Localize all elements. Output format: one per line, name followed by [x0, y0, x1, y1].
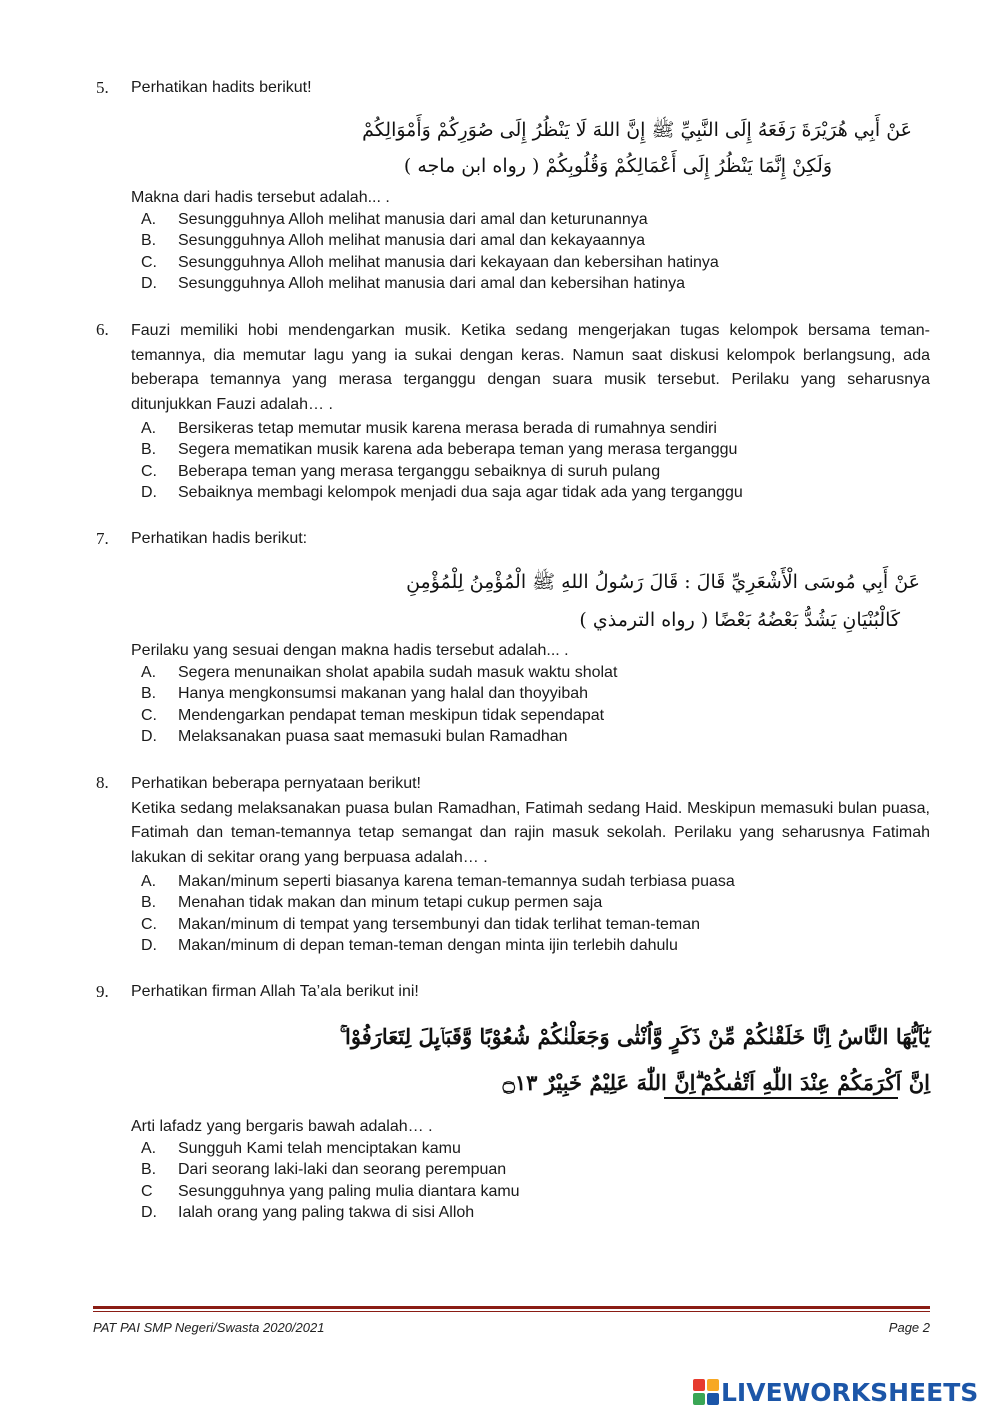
option-c[interactable] [141, 461, 930, 482]
option-b[interactable] [141, 439, 930, 460]
question-text: Makna dari hadis tersebut adalah... . [131, 189, 390, 206]
option-text: Mendengarkan pendapat teman meskipun tidak sependapat [178, 706, 605, 724]
option-letter: C. [141, 915, 157, 933]
option-letter: D. [141, 727, 157, 745]
option-b[interactable] [141, 1159, 930, 1180]
liveworksheets-logo-icon [693, 1379, 719, 1405]
option-text: Segera mematikan musik karena ada beberapa teman yang merasa terganggu [178, 441, 738, 459]
option-letter: A. [141, 664, 157, 681]
option-b[interactable] [141, 683, 930, 704]
option-letter: C [141, 1182, 153, 1200]
arabic-line: يٰٓاَيُّهَا النَّاسُ اِنَّا خَلَقْنٰكُمْ مِّنْ ذَكَرٍ وَّاُنْثٰى وَجَعَلْنٰكُمْ شُعُوْبًا وَّقَبَاۤىِٕلَ لِتَعَارَفُوْا ۚ [339, 1024, 930, 1049]
option-d[interactable] [141, 482, 930, 503]
logo-tile [693, 1379, 705, 1391]
option-a[interactable] [141, 209, 930, 230]
option-a[interactable] [141, 871, 930, 892]
option-letter: C. [141, 253, 157, 271]
option-text: Melaksanakan puasa saat memasuki bulan Ramadhan [178, 727, 568, 745]
option-letter: C. [141, 462, 157, 480]
question-8 [96, 772, 930, 956]
logo-tile [693, 1393, 705, 1405]
logo-tile [707, 1393, 719, 1405]
question-6 [96, 319, 930, 503]
question-9 [96, 981, 930, 1223]
option-d[interactable] [141, 273, 930, 294]
option-letter: A. [141, 420, 157, 437]
question-number: 9. [96, 982, 109, 1001]
arabic-line: كَالْبُنْيَانِ يَشُدُّ بَعْضُهُ بَعْضًا ( رواه الترمذي ) [579, 609, 900, 631]
option-list [141, 418, 930, 503]
question-7 [96, 528, 930, 747]
brand-name: LIVEWORKSHEETS [721, 1377, 979, 1407]
option-d[interactable] [141, 726, 930, 747]
option-text: Menahan tidak makan dan minum tetapi cukup permen saja [178, 894, 603, 912]
hadith-arabic [131, 563, 920, 639]
option-text: Beberapa teman yang merasa terganggu sebaiknya di suruh pulang [178, 462, 661, 480]
option-list [141, 209, 930, 294]
option-a[interactable] [141, 418, 930, 439]
question-text: Perilaku yang sesuai dengan makna hadis tersebut adalah... . [131, 642, 569, 659]
footer-divider-thin [93, 1311, 930, 1312]
option-text: Makan/minum di depan teman-teman dengan minta ijin terlebih dahulu [178, 936, 678, 954]
option-letter: B. [141, 685, 157, 703]
footer-page-number: Page 2 [888, 1320, 930, 1335]
option-b[interactable] [141, 892, 930, 913]
option-list [141, 662, 930, 747]
question-prompt: Perhatikan beberapa pernyataan berikut! [131, 775, 421, 792]
option-letter: D. [141, 483, 157, 501]
option-c[interactable] [141, 705, 930, 726]
option-text: Sesungguhnya Alloh melihat manusia dari kekayaan dan kebersihan hatinya [178, 253, 719, 271]
quran-verse-arabic [131, 1014, 930, 1106]
option-text: Sesungguhnya Alloh melihat manusia dari amal dan kekayaannya [178, 232, 645, 250]
option-c[interactable] [141, 914, 930, 935]
option-letter: D. [141, 274, 157, 292]
option-text: Hanya mengkonsumsi makanan yang halal dan thoyyibah [178, 685, 589, 703]
question-prompt: Perhatikan hadis berikut: [131, 530, 308, 547]
option-text: Sungguh Kami telah menciptakan kamu [178, 1140, 461, 1157]
option-letter: C. [141, 706, 157, 724]
arabic-line-underlined: اِنَّ اَكْرَمَكُمْ عِنْدَ اللّٰهِ اَتْقٰىكُمْ ۗاِنَّ اللّٰهَ عَلِيْمٌ خَبِيْرٌ ۝١٣ [502, 1070, 930, 1095]
option-list [141, 1138, 930, 1223]
option-b[interactable] [141, 230, 930, 251]
option-letter: A. [141, 873, 157, 890]
option-c[interactable] [141, 1181, 930, 1202]
option-text: Sesungguhnya Alloh melihat manusia dari amal dan kebersihan hatinya [178, 274, 685, 292]
question-number: 5. [96, 78, 109, 97]
option-d[interactable] [141, 1202, 930, 1223]
question-prompt: Perhatikan firman Allah Ta’ala berikut ini! [131, 983, 419, 1000]
option-letter: A. [141, 211, 157, 228]
option-text: Sesungguhnya Alloh melihat manusia dari amal dan keturunannya [178, 211, 648, 228]
hadith-arabic [131, 112, 912, 184]
option-letter: B. [141, 1161, 157, 1179]
option-letter: D. [141, 1203, 157, 1221]
question-text: Arti lafadz yang bergaris bawah adalah… . [131, 1118, 433, 1135]
question-5 [96, 77, 930, 294]
option-letter: D. [141, 936, 157, 954]
option-d[interactable] [141, 935, 930, 956]
question-text: Ketika sedang melaksanakan puasa bulan Ramadhan, Fatimah sedang Haid. Meskipun memasuki bulan puasa, Fatimah dan teman-temannya tetap semangat dan rajin masuk sekolah. Perilaku yang seharusnya Fatimah lakukan di sekitar orang yang berpuasa adalah… . [131, 799, 930, 866]
option-a[interactable] [141, 662, 930, 683]
question-prompt: Perhatikan hadits berikut! [131, 79, 312, 96]
underline-mark [664, 1097, 898, 1099]
footer-divider [93, 1306, 930, 1309]
footer-document-title: PAT PAI SMP Negeri/Swasta 2020/2021 [93, 1320, 325, 1335]
question-number: 6. [96, 320, 109, 339]
arabic-line: عَنْ أَبِي هُرَيْرَةَ رَفَعَهُ إِلَى النَّبِيِّ ﷺ إِنَّ اللهَ لَا يَنْظُرُ إِلَى صُوَرِكُمْ وَأَمْوَالِكُمْ [362, 119, 912, 141]
option-letter: B. [141, 232, 157, 250]
arabic-line: وَلَكِنْ إِنَّمَا يَنْظُرُ إِلَى أَعْمَالِكُمْ وَقُلُوبِكُمْ ( رواه ابن ماجه ) [403, 155, 832, 177]
question-number: 7. [96, 529, 109, 548]
option-text: Makan/minum seperti biasanya karena teman-temannya sudah terbiasa puasa [178, 873, 735, 890]
question-number: 8. [96, 773, 109, 792]
option-a[interactable] [141, 1138, 930, 1159]
option-text: Segera menunaikan sholat apabila sudah masuk waktu sholat [178, 664, 618, 681]
option-text: Ialah orang yang paling takwa di sisi Alloh [178, 1203, 475, 1221]
logo-tile [707, 1379, 719, 1391]
option-letter: A. [141, 1140, 157, 1157]
option-text: Bersikeras tetap memutar musik karena merasa berada di rumahnya sendiri [178, 420, 717, 437]
option-text: Sesungguhnya yang paling mulia diantara kamu [178, 1182, 520, 1200]
question-prompt: Fauzi memiliki hobi mendengarkan musik. Ketika sedang mengerjakan tugas kelompok bersama teman-temannya, dia memutar lagu yang ia sukai dengan keras. Namun saat diskusi kelompok berlangsung, ada beberapa temannya yang merasa terganggu dengan suara musik tersebut. Perilaku yang seharusnya ditunjukkan Fauzi adalah… . [131, 322, 930, 413]
option-text: Dari seorang laki-laki dan seorang perempuan [178, 1161, 507, 1179]
option-letter: B. [141, 441, 157, 459]
option-list [141, 871, 930, 956]
liveworksheets-watermark[interactable] [693, 1378, 978, 1406]
option-c[interactable] [141, 252, 930, 273]
arabic-line: عَنْ أَبِي مُوسَى الْأَشْعَرِيِّ قَالَ : قَالَ رَسُولُ اللهِ ﷺ الْمُؤْمِنُ لِلْمُؤْمِنِ [406, 571, 920, 593]
option-text: Makan/minum di tempat yang tersembunyi dan tidak terlihat teman-teman [178, 915, 701, 933]
option-text: Sebaiknya membagi kelompok menjadi dua saja agar tidak ada yang terganggu [178, 483, 743, 501]
option-letter: B. [141, 894, 157, 912]
